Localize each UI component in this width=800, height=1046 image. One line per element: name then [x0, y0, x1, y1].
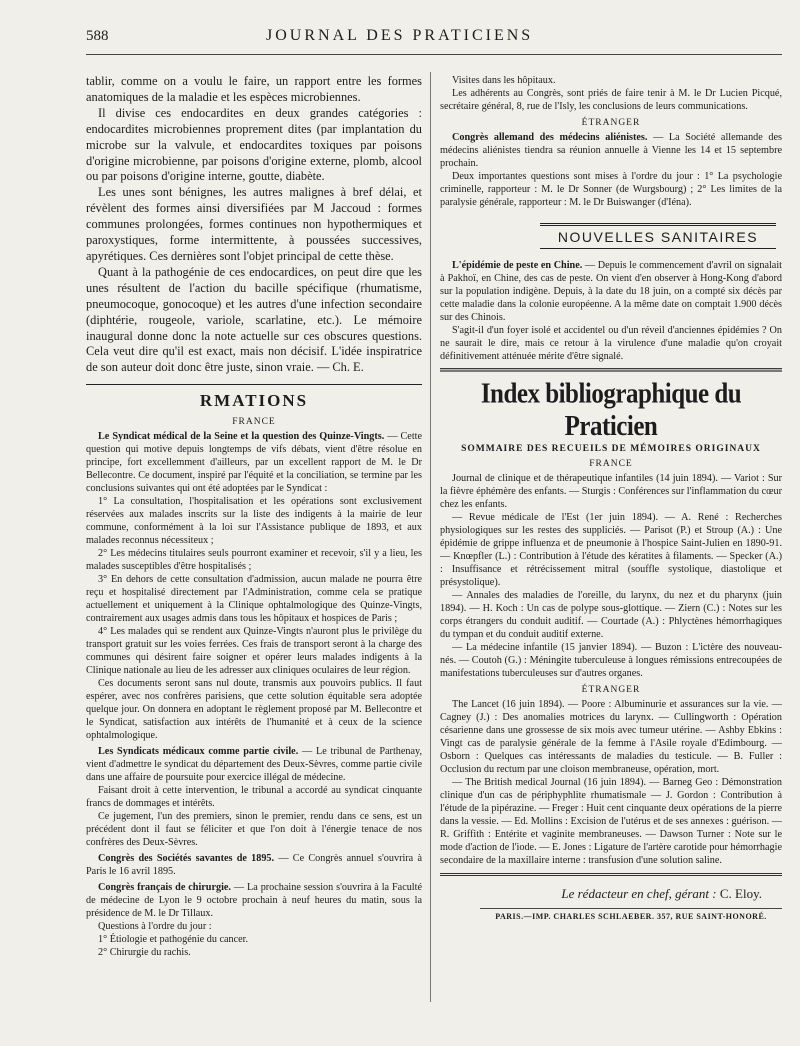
paragraph: Deux importantes questions sont mises à l'ordre du jour : 1° La psychologie criminelle, rapporteur : M. le Dr Sonner (de Wurgsbourg) ; 2° Les limites de la paralysie générale, rapporteur : M. le Dr Buiswanger (d'Iéna).	[440, 171, 782, 208]
list-item: 1° La consultation, l'hospitalisation et les opérations sont exclusivement réservées aux malades inscrits sur la liste des indigents à la mairie de leur commune, conformément à la loi sur l'Assistance publique de 1893, et aux malades reconnus nécessiteux ;	[86, 496, 422, 547]
list-item: 3° En dehors de cette consultation d'admission, aucun malade ne pourra être reçu et hospitalisé directement par l'Administration, comme cela se pratique actuellement et uniquement à la Clinique ophtalmologique des Quinze-Vingts, contrairement aux usages admis dans tous les hôpitaux et hospices de Paris ;	[86, 574, 422, 625]
news-heading: Le Syndicat médical de la Seine et la question des Quinze-Vingts.	[98, 431, 385, 443]
index-subtitle: SOMMAIRE DES RECUEILS DE MÉMOIRES ORIGINAUX	[461, 444, 761, 454]
bibliography-entry: Journal de clinique et de thérapeutique infantiles (14 juin 1894). — Variot : Sur la fièvre éphémère des enfants. — Sturgis : Conférences sur l'inflammation du cœur chez les enfants.	[440, 473, 782, 510]
paragraph: S'agit-il d'un foyer isolé et accidentel ou d'un réveil d'anciennes épidémies ? On ne saurait le dire, mais ce retour à la virulence d'une maladie qu'on croyait définitivement atténuée mérite d'être signalé.	[440, 325, 782, 362]
paragraph: Les unes sont bénignes, les autres malignes à bref délai, et révèlent des formes ainsi diversifiées par M Jaccoud : formes communes prolongées, formes continues non hypothermiques et paroxystiques, forme intermittente, à poussées successives, apyrétiques. Ces dernières sont l'objet principal de cette thèse.	[86, 185, 422, 263]
news-heading: Les Syndicats médicaux comme partie civile.	[98, 746, 299, 758]
paragraph: Questions à l'ordre du jour :	[98, 921, 212, 933]
bibliography-entry: — La médecine infantile (15 janvier 1894). — Buzon : L'ictère des nouveau-nés. — Coutoh (G.) : Méningite tuberculeuse à longues rémissions entrecoupées de manifestations tuberculeuses sur d'autres organes.	[440, 642, 782, 679]
page-number: 588	[86, 28, 109, 44]
column-divider	[430, 72, 431, 1002]
news-item: Congrès français de chirurgie. — La prochaine session s'ouvrira à la Faculté de médecine de Lyon le 9 octobre prochain à neuf heures du matin, sous la présidence de M. le Dr Tillaux.	[86, 882, 422, 920]
news-item: Le Syndicat médical de la Seine et la question des Quinze-Vingts. — Cette question qui motive depuis longtemps de vifs débats, vient d'être résolue en principe, fort excellemment d'ailleurs, par un excellent rapport de M. le Dr Bellecontre. Ce document, inspiré par l'équité et la conciliation, se termine par les conclusions suivantes qui ont été adoptées par le Syndicat :	[86, 431, 422, 495]
page-header	[66, 24, 786, 48]
bibliography-entry: — The British medical Journal (16 juin 1894). — Barneg Geo : Démonstration clinique d'un cas de périphyphlite rhumatismale — J. Gordon : Contribution à l'étude de la pipérazine. — Freger : Huit cent cinquante deux opérations de la pierre dans la vessie. — Ed. Mollins : Excision de l'utérus et de ses annexes : guérison. — R. Griffith : Entérite et vaginite membraneuses. — Dawson Turner : Note sur le mode d'action de l'iode. — E. Jones : Ligature de l'artère carotide pour hémorrhagie secondaire de la maxillaire interne : transfusion d'une solution saline.	[440, 777, 782, 866]
editor-signature: Le rédacteur en chef, gérant : C. Eloy.	[561, 886, 762, 901]
news-item: Les Syndicats médicaux comme partie civile. — Le tribunal de Parthenay, vient d'admettre le syndicat du département des Deux-Sèvres, comme partie civile dans une affaire de poursuite pour exercice illégal de médecine.	[86, 746, 422, 784]
section-title: RMATIONS	[86, 384, 422, 411]
list-item: 4° Les malades qui se rendent aux Quinze-Vingts n'auront plus le privilège du transport gratuit sur les voies ferrées. Ces frais de transport seront à la charge des communes qui désirent faire soigner et opérer leurs malades indigents à la Clinique nationale au lieu de les adresser aux cliniques oculaires de leur région.	[86, 626, 422, 677]
news-item: Congrès allemand des médecins aliénistes. — La Société allemande des médecins aliénistes tiendra sa réunion annuelle à Vienne les 14 et 15 septembre prochain.	[440, 132, 782, 169]
subsection-france: FRANCE	[589, 459, 633, 469]
news-heading: Congrès allemand des médecins aliénistes.	[452, 132, 648, 143]
bibliography-entry: — Revue médicale de l'Est (1er juin 1894). — A. René : Recherches physiologiques sur les restes des suppliciés. — Parisot (P.) et Stroup (A.) : Une épidémie de grippe influenza et de pneumonie à l'hospice Saint-Julien en 1890-91. — Knœpfler (L.) : Contribution à l'étude des kératites à filaments. — Specker (A.) : Insuffisance et rétrécissement mitral (souffle systolique, diastolique et présystolique).	[440, 512, 782, 588]
subsection-france: FRANCE	[232, 417, 276, 428]
paragraph: Quant à la pathogénie de ces endocardices, on peut dire que les unes résultent de l'action du bacille spécifique (rhumatisme, pneumocoque, gonocoque) et les autres d'une infection secondaire (diphtérie, rougeole, variole, scarlatine, etc.). Le mémoire inaugural donne donc la note actuelle sur ces obscures questions. Cela veut dire qu'il est exact, mais non décisif. L'idée inspiratrice de son auteur doit donc être juste, sinon vraie. — Ch. E.	[86, 264, 422, 375]
bibliography-entry: — Annales des maladies de l'oreille, du larynx, du nez et du pharynx (juin 1894). — H. Koch : Un cas de polype sous-glottique. — Ziern (C.) : Notes sur les corps étrangers du conduit auditif. — Courtade (A.) : Phlyctènes hémorrhagiques du tympan et du conduit auditif externe.	[440, 590, 782, 640]
subsection-etranger: ÉTRANGER	[581, 118, 641, 128]
subsection-etranger: ÉTRANGER	[581, 685, 641, 695]
bibliography-entry: The Lancet (16 juin 1894). — Poore : Albuminurie et assurances sur la vie. — Cagney (J.) : Des anomalies motrices du larynx. — Cullingworth : Opération césarienne dans une grossesse de six mois avec tumeur utérine. — Ashby Ebkins : Vingt cas de paralysie générale de la femme à l'Asile royale d'Edimbourg. — Osborn : Quelques cas intéressants de maladies du testicule. — B. Fuller : Occlusion du rectum par une cloison membraneuse, opération, mort.	[440, 699, 782, 775]
editor-name: C. Eloy.	[719, 886, 762, 901]
list-item: 2° Chirurgie du rachis.	[98, 947, 191, 959]
section-title-box: NOUVELLES SANITAIRES	[540, 223, 776, 249]
news-item: L'épidémie de peste en Chine. — Depuis le commencement d'avril on signalait à Pakhoï, en Chine, des cas de peste. On vient d'en observer à Hong-Kong d'abord sur la population indigène. Depuis, à la date du 18 juin, on a compté six décès par cette maladie dans la colonie européenne. A la même date on comptait 1.900 décès sur des Chinois.	[440, 260, 782, 323]
running-title: JOURNAL DES PRATICIENS	[266, 27, 534, 44]
paragraph: Ce jugement, l'un des premiers, sinon le premier, rendu dans ce sens, est un précédent dont il faut se féliciter et que l'on doit à l'énergie tenace de nos confrères des Deux-Sèvres.	[86, 811, 422, 849]
paragraph: Ces documents seront sans nul doute, transmis aux pouvoirs publics. Il faut espérer, avec nos confrères parisiens, que cette solution équitable sera adoptée quelque jour. On donnera en adoptant le règlement proposé par M. Bellecontre et le Syndicat, satisfaction aux intérêts de l'humanité et à ceux de la science ophtalmologique.	[86, 678, 422, 742]
paragraph: Faisant droit à cette intervention, le tribunal a accordé au syndicat cinquante francs de dommages et intérêts.	[86, 785, 422, 810]
paragraph: Les adhérents au Congrès, sont priés de faire tenir à M. le Dr Lucien Picqué, secrétaire général, 8, rue de l'Isly, les conclusions de leurs communications.	[440, 88, 782, 112]
news-heading: Congrès français de chirurgie.	[98, 882, 231, 894]
paragraph: tablir, comme on a voulu le faire, un rapport entre les formes anatomiques de la maladie et les espèces microbiennes.	[86, 74, 422, 104]
paragraph: Visites dans les hôpitaux.	[452, 75, 556, 86]
list-item: 1° Étiologie et pathogénie du cancer.	[98, 934, 249, 946]
header-rule	[86, 54, 782, 55]
footer-rule	[440, 873, 782, 876]
news-heading: L'épidémie de peste en Chine.	[452, 260, 583, 271]
left-column	[86, 74, 422, 959]
right-column	[440, 74, 782, 921]
news-heading: Congrès des Sociétés savantes de 1895.	[98, 853, 275, 865]
list-item: 2° Les médecins titulaires seuls pourront examiner et recevoir, s'il y a lieu, les malades susceptibles d'être hospitalisés ;	[86, 548, 422, 573]
printer-imprint: PARIS.—IMP. CHARLES SCHLAEBER. 357, RUE SAINT-HONORÉ.	[480, 908, 782, 921]
paragraph: Il divise ces endocardites en deux grandes catégories : endocardites microbiennes proprement dites (par implantation du microbe sur la valvule, et endocardites toxiques par poisons d'origine microbienne, par poisons d'origine externe, plomb, alcool ou par poisons d'origine interne, goutte, diabète.	[86, 105, 422, 184]
index-title: Index bibliographique du Praticien	[440, 368, 782, 443]
news-item: Congrès des Sociétés savantes de 1895. — Ce Congrès annuel s'ouvrira à Paris le 16 avril 1895.	[86, 853, 422, 878]
